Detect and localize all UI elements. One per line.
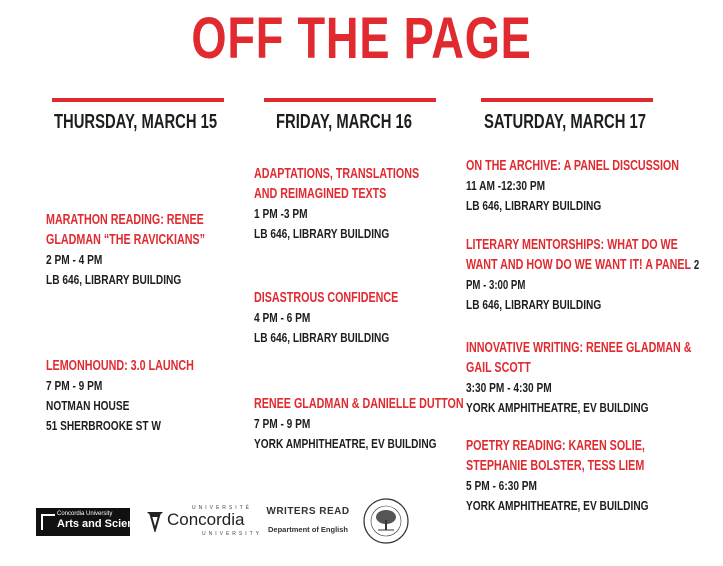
event-literary-mentorships [466, 235, 702, 315]
event-location: LB 646, LIBRARY BUILDING [254, 330, 390, 345]
event-location: NOTMAN HOUSE [46, 398, 130, 413]
arts-science-logo-icon [41, 514, 55, 530]
concordia-logo-icon [145, 510, 165, 532]
event-on-the-archive [466, 156, 702, 216]
event-marathon-reading [46, 210, 236, 290]
thursday-heading: THURSDAY, MARCH 15 [54, 111, 218, 133]
event-title: LEMONHOUND: 3.0 LAUNCH [46, 358, 194, 374]
writers-read-logo [258, 506, 358, 536]
poster-title: OFF THE PAGE [191, 6, 532, 71]
arts-science-small-text: Concordia University [57, 511, 113, 517]
event-time: 2 PM - 3:00 PM [466, 257, 700, 292]
arts-science-logo [36, 508, 147, 536]
concordia-wordmark: Concordia [167, 510, 245, 529]
event-time: 1 PM -3 PM [254, 206, 308, 221]
event-location: LB 646, LIBRARY BUILDING [466, 198, 602, 213]
writers-read-department: Department of English [267, 525, 348, 534]
event-title: ADAPTATIONS, TRANSLATIONS AND REIMAGINED TEXTS [254, 166, 420, 202]
event-location: LB 646, LIBRARY BUILDING [46, 272, 182, 287]
event-location: YORK AMPHITHEATRE, EV BUILDING [466, 400, 649, 415]
event-time: 3:30 PM - 4:30 PM [466, 380, 552, 395]
thursday-column [46, 98, 236, 433]
event-innovative-writing [466, 338, 702, 418]
event-time: 11 AM -12:30 PM [466, 178, 546, 193]
event-location: YORK AMPHITHEATRE, EV BUILDING [254, 436, 437, 451]
event-gladman-dutton [254, 394, 488, 454]
event-address: 51 SHERBROOKE ST W [46, 418, 161, 433]
event-location: LB 646, LIBRARY BUILDING [466, 297, 602, 312]
saturday-heading: SATURDAY, MARCH 17 [484, 111, 647, 133]
event-title: ON THE ARCHIVE: A PANEL DISCUSSION [466, 158, 680, 174]
event-title: RENEE GLADMAN & DANIELLE DUTTON [254, 396, 464, 412]
event-title: INNOVATIVE WRITING: RENEE GLADMAN & GAIL SCOTT [466, 340, 692, 376]
event-time: 7 PM - 9 PM [254, 416, 311, 431]
friday-red-bar [264, 98, 436, 102]
event-title-text: LITERARY MENTORSHIPS: WHAT DO WE WANT AND HOW DO WE WANT IT! A PANEL [466, 237, 691, 273]
concordia-small-top: UNIVERSITÉ [192, 505, 253, 511]
sponsor-logos [0, 496, 723, 546]
event-time: 7 PM - 9 PM [46, 378, 103, 393]
event-lemonhound-launch [46, 356, 236, 436]
event-disastrous-confidence [254, 288, 444, 348]
friday-heading: FRIDAY, MARCH 16 [276, 111, 412, 133]
tree-seal-icon [360, 496, 412, 546]
event-time: 5 PM - 6:30 PM [466, 478, 538, 493]
saturday-red-bar [481, 98, 653, 102]
thursday-red-bar [52, 98, 224, 102]
friday-column [254, 98, 464, 451]
event-time: 4 PM - 6 PM [254, 310, 311, 325]
event-location: LB 646, LIBRARY BUILDING [254, 226, 390, 241]
saturday-column [466, 98, 702, 513]
event-time: 2 PM - 4 PM [46, 252, 103, 267]
event-adaptations [254, 164, 444, 244]
concordia-logo [145, 504, 263, 538]
event-title: MARATHON READING: RENEE GLADMAN “THE RAVICKIANS” [46, 212, 205, 248]
concordia-small-bottom: UNIVERSITY [202, 531, 263, 537]
event-location: YORK AMPHITHEATRE, EV BUILDING [466, 498, 649, 513]
writers-read-title: WRITERS READ [266, 506, 350, 517]
event-title: POETRY READING: KAREN SOLIE, STEPHANIE BOLSTER, TESS LIEM [466, 438, 645, 474]
arts-science-main-text: Arts and Science [57, 518, 147, 530]
event-title [466, 235, 702, 295]
event-title: DISASTROUS CONFIDENCE [254, 290, 399, 306]
